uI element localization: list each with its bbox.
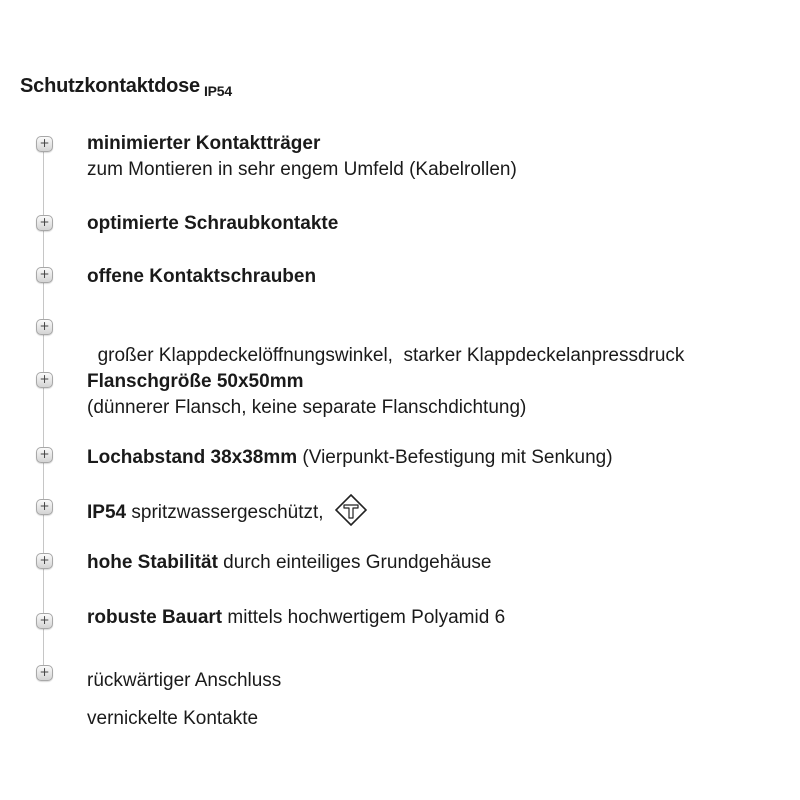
plus-icon: + bbox=[36, 372, 53, 388]
feature-bold: minimierter Kontaktträger bbox=[87, 133, 321, 154]
feature-detail: zum Montieren in sehr engem Umfeld (Kabelrollen) bbox=[87, 159, 517, 180]
feature-item bbox=[87, 131, 517, 183]
plus-icon: + bbox=[36, 553, 53, 569]
feature-bold: Flanschgröße 50x50mm bbox=[87, 371, 304, 392]
feature-rest: (Vierpunkt-Befestigung mit Senkung) bbox=[297, 447, 613, 468]
feature-item bbox=[87, 317, 684, 369]
title-sub: IP54 bbox=[203, 83, 232, 99]
feature-item bbox=[87, 445, 613, 471]
feature-bold: offene Kontaktschrauben bbox=[87, 266, 317, 287]
plus-icon: + bbox=[36, 215, 53, 231]
feature-rest: durch einteiliges Grundgehäuse bbox=[217, 552, 492, 573]
diamond-t-icon bbox=[335, 494, 367, 526]
feature-rest: spritzwassergeschützt, bbox=[126, 502, 324, 524]
feature-text: rückwärtiger Anschluss bbox=[87, 670, 282, 691]
plus-icon: + bbox=[36, 499, 53, 515]
plus-icon: + bbox=[36, 613, 53, 629]
plus-icon: + bbox=[36, 267, 53, 283]
feature-bold: hohe Stabilität bbox=[87, 552, 218, 573]
feature-item bbox=[87, 550, 491, 576]
plus-icon: + bbox=[36, 319, 53, 335]
feature-item bbox=[87, 662, 281, 738]
feature-bold: robuste Bauart bbox=[87, 607, 223, 628]
plus-icon: + bbox=[36, 136, 53, 152]
title-main: Schutzkontaktdose bbox=[20, 75, 200, 97]
feature-bold: optimierte Schraubkontakte bbox=[87, 213, 339, 234]
feature-item bbox=[87, 369, 526, 421]
feature-bold: Lochabstand 38x38mm bbox=[87, 447, 298, 468]
feature-item bbox=[87, 497, 367, 529]
feature-bold: IP54 bbox=[87, 502, 127, 524]
page-title bbox=[20, 75, 232, 98]
feature-item bbox=[87, 264, 316, 290]
feature-detail: (dünnerer Flansch, keine separate Flanschdichtung) bbox=[87, 397, 527, 418]
feature-detail: vernickelte Kontakte bbox=[87, 708, 259, 729]
feature-item bbox=[87, 211, 338, 237]
plus-icon: + bbox=[36, 665, 53, 681]
feature-rest: mittels hochwertigem Polyamid 6 bbox=[222, 607, 506, 628]
feature-text: großer Klappdeckelöffnungswinkel, starker Klappdeckelanpressdruck bbox=[97, 345, 685, 366]
plus-icon: + bbox=[36, 447, 53, 463]
feature-item bbox=[87, 605, 505, 631]
